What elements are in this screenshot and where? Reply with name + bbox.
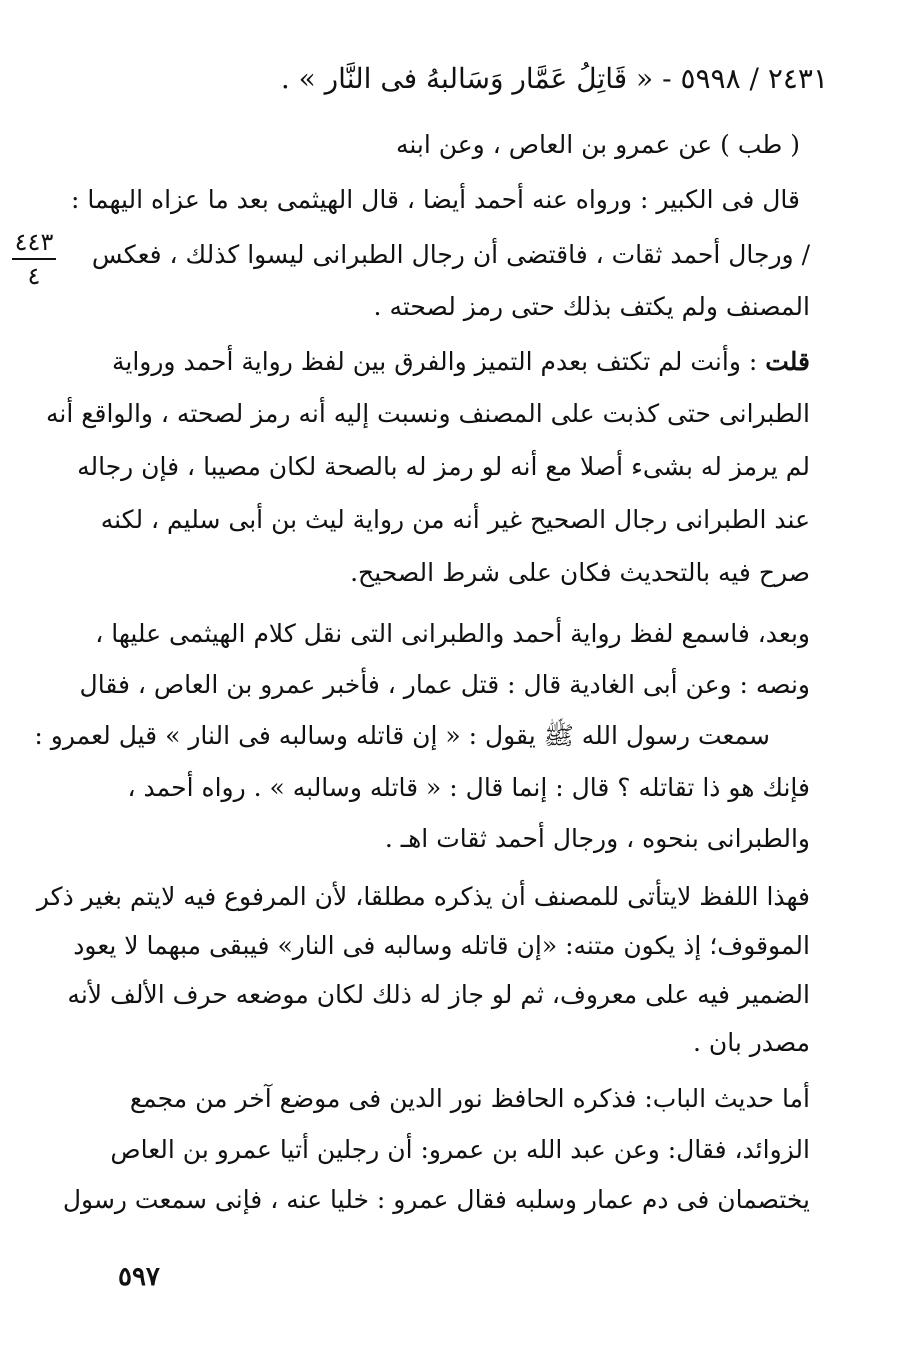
margin-ref-bottom: ٤ — [27, 262, 41, 290]
paragraph-2-line-4: عند الطبرانى رجال الصحيح غير أنه من رواية ليث بن أبى سليم ، لكنه — [100, 505, 810, 534]
paragraph-5-line-2: الزوائد، فقال: وعن عبد الله بن عمرو: أن رجلين أتيا عمرو بن العاص — [110, 1135, 810, 1164]
margin-page-reference — [8, 228, 60, 290]
paragraph-3-line-2: ونصه : وعن أبى الغادية قال : قتل عمار ، فأخبر عمرو بن العاص ، فقال — [79, 670, 810, 699]
paragraph-1-line-3: المصنف ولم يكتف بذلك حتى رمز لصحته . — [373, 292, 810, 321]
paragraph-4-line-4: مصدر بان . — [692, 1028, 810, 1057]
paragraph-2-line-1-text: : وأنت لم تكتف بعدم التميز والفرق بين لفظ رواية أحمد ورواية — [111, 347, 758, 376]
paragraph-5-line-1: أما حديث الباب: فذكره الحافظ نور الدين فى موضع آخر من مجمع — [129, 1084, 810, 1113]
margin-ref-top: ٤٤٣ — [14, 228, 54, 256]
paragraph-5-line-3: يختصمان فى دم عمار وسلبه فقال عمرو : خليا عنه ، فإنى سمعت رسول — [62, 1185, 810, 1214]
paragraph-4-line-2: الموقوف؛ إذ يكون متنه: «إن قاتله وسالبه فى النار» فيبقى مبهما لا يعود — [73, 931, 810, 960]
margin-ref-divider — [12, 258, 56, 260]
paragraph-2-line-3: لم يرمز له بشىء أصلا مع أنه لو رمز له بالصحة لكان مصيبا ، فإن رجاله — [77, 452, 810, 481]
paragraph-3-line-4: فإنك هو ذا تقاتله ؟ قال : إنما قال : « قاتله وسالبه » . رواه أحمد ، — [127, 773, 810, 802]
paragraph-2-line-5: صرح فيه بالتحديث فكان على شرط الصحيح. — [350, 558, 810, 587]
paragraph-4-line-3: الضمير فيه على معروف، ثم لو جاز له ذلك لكان موضعه حرف الألف لأنه — [67, 980, 810, 1009]
source-line: ( طب ) عن عمرو بن العاص ، وعن ابنه — [395, 130, 800, 159]
paragraph-3-line-3: سمعت رسول الله ﷺ يقول : « إن قاتله وسالبه فى النار » قيل لعمرو : — [34, 721, 770, 750]
paragraph-3-line-1: وبعد، فاسمع لفظ رواية أحمد والطبرانى التى نقل كلام الهيثمى عليها ، — [95, 619, 810, 648]
paragraph-2-lead: قلت — [765, 347, 810, 376]
paragraph-1-line-1: قال فى الكبير : ورواه عنه أحمد أيضا ، قال الهيثمى بعد ما عزاه اليهما : — [71, 185, 800, 214]
paragraph-4-line-1: فهذا اللفظ لايتأتى للمصنف أن يذكره مطلقا، لأن المرفوع فيه لايتم بغير ذكر — [36, 882, 810, 911]
paragraph-2-line-1 — [112, 345, 810, 379]
page-number: ٥٩٧ — [118, 1262, 160, 1292]
paragraph-3-line-5: والطبرانى بنحوه ، ورجال أحمد ثقات اهـ . — [384, 824, 810, 853]
paragraph-1-line-2: / ورجال أحمد ثقات ، فاقتضى أن رجال الطبرانى ليسوا كذلك ، فعكس — [91, 240, 810, 269]
hadith-heading: ٢٤٣١ / ٥٩٩٨ - « قَاتِلُ عَمَّار وَسَالبهُ فى النَّار » . — [280, 62, 828, 95]
paragraph-2-line-2: الطبرانى حتى كذبت على المصنف ونسبت إليه أنه رمز لصحته ، والواقع أنه — [45, 399, 810, 428]
